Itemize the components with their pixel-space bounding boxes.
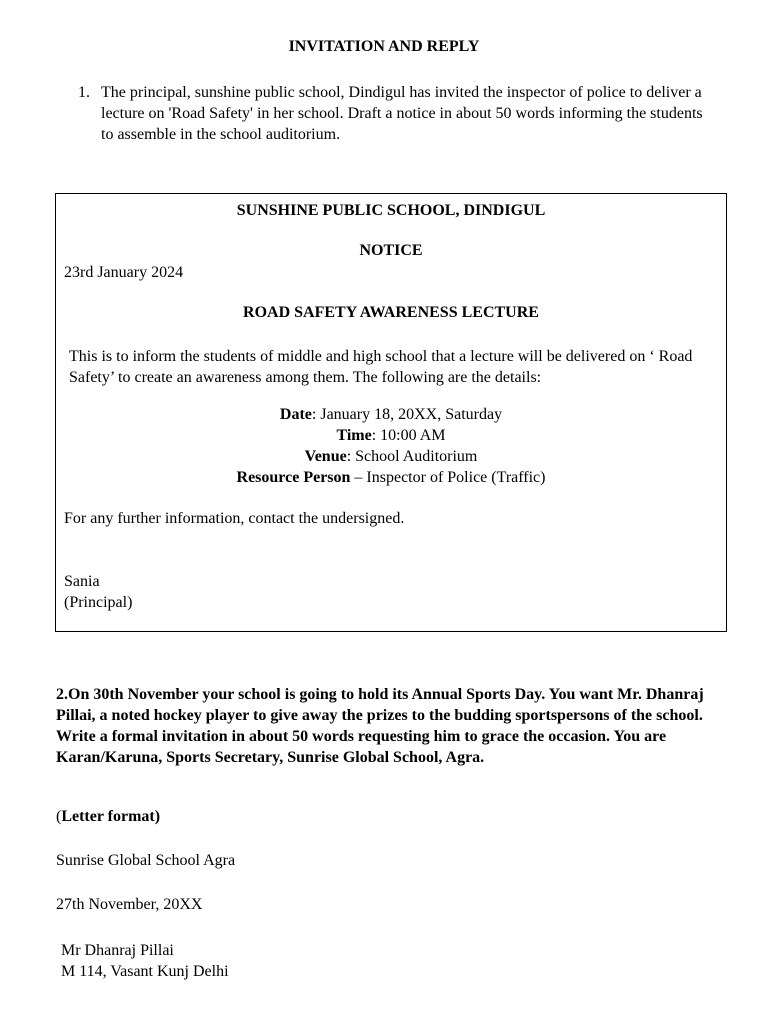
letter-recipient-name: Mr Dhanraj Pillai — [61, 942, 174, 959]
detail-date-value: : January 18, 20XX, Saturday — [311, 406, 503, 423]
detail-venue — [55, 446, 727, 467]
notice-date: 23rd January 2024 — [64, 264, 184, 281]
letter-format-open: ( — [56, 808, 62, 825]
detail-person-label: Resource Person — [236, 469, 351, 486]
question-1 — [78, 82, 718, 145]
notice-heading: ROAD SAFETY AWARENESS LECTURE — [243, 304, 539, 321]
detail-venue-label: Venue — [304, 448, 347, 465]
notice-signatory-name: Sania — [64, 573, 100, 590]
notice-signatory-role: (Principal) — [64, 594, 133, 611]
question-1-number: 1. — [78, 84, 90, 101]
letter-format-note — [56, 806, 160, 827]
letter-recipient-address: M 114, Vasant Kunj Delhi — [61, 963, 229, 980]
question-1-text: The principal, sunshine public school, Dindigul has invited the inspector of police to deliver a lecture on 'Road Safety' in her school. Draft a notice in about 50 words informing the students to assemble in the school auditorium. — [101, 84, 703, 143]
page-title: INVITATION AND REPLY — [288, 38, 480, 55]
letter-sender: Sunrise Global School Agra — [56, 852, 236, 869]
notice-body: This is to inform the students of middle and high school that a lecture will be delivered on ‘ Road Safety’ to create an awareness among them. The following are the details: — [69, 348, 693, 386]
notice-label: NOTICE — [359, 242, 423, 259]
question-2-text: 2.On 30th November your school is going to hold its Annual Sports Day. You want Mr. Dhanraj Pillai, a noted hockey player to give away the prizes to the budding sportspersons of the school. Write a formal invitation in about 50 words requesting him to grace the occasion. You are Karan/Karuna, Sports Secretary, Sunrise Global School, Agra. — [56, 686, 704, 766]
detail-time — [55, 425, 727, 446]
detail-venue-value: : School Auditorium — [346, 448, 478, 465]
detail-time-value: : 10:00 AM — [371, 427, 446, 444]
detail-date-label: Date — [279, 406, 312, 423]
notice-further-info: For any further information, contact the undersigned. — [64, 510, 405, 527]
detail-resource-person — [55, 467, 727, 488]
detail-person-value: – Inspector of Police (Traffic) — [350, 469, 546, 486]
letter-date: 27th November, 20XX — [56, 896, 203, 913]
letter-format-label: Letter format) — [61, 808, 161, 825]
detail-date — [55, 404, 727, 425]
detail-time-label: Time — [336, 427, 372, 444]
notice-school-name: SUNSHINE PUBLIC SCHOOL, DINDIGUL — [236, 202, 546, 219]
